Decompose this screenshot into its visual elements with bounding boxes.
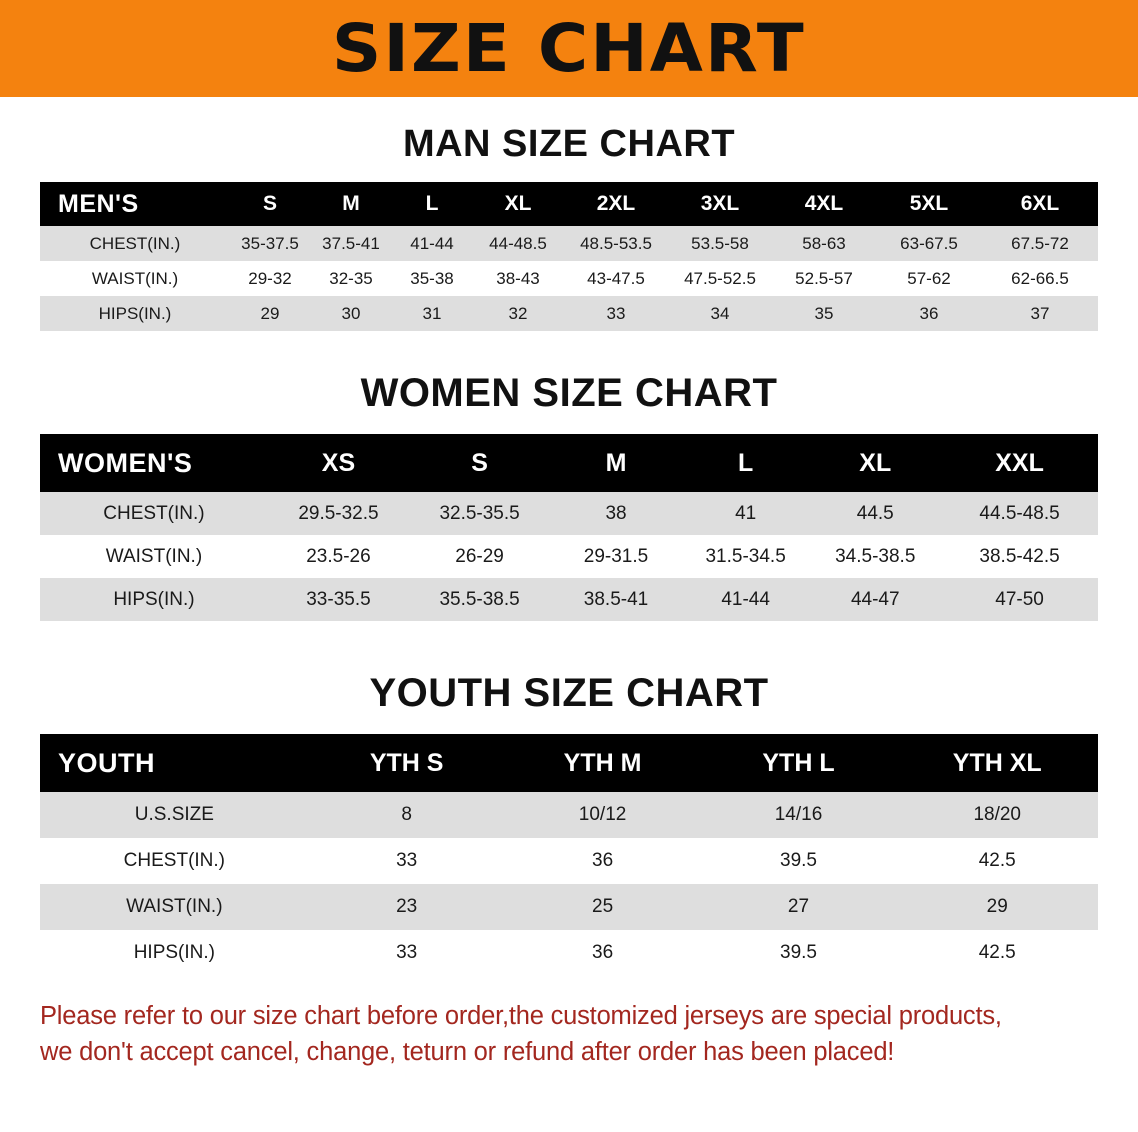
man-r2-c0: 29 bbox=[230, 296, 310, 331]
table-row bbox=[40, 838, 1098, 884]
women-r0-c3: 41 bbox=[682, 492, 810, 535]
youth-r0-c0: 8 bbox=[309, 792, 505, 838]
man-r1-c7: 57-62 bbox=[876, 261, 982, 296]
man-col-7: 5XL bbox=[876, 182, 982, 226]
man-r2-c7: 36 bbox=[876, 296, 982, 331]
table-row bbox=[40, 792, 1098, 838]
man-row-2-label: HIPS(IN.) bbox=[40, 296, 230, 331]
man-row-header-label: MEN'S bbox=[40, 182, 230, 226]
women-col-2: M bbox=[550, 434, 682, 492]
man-col-1: M bbox=[310, 182, 392, 226]
banner-title: SIZE CHART bbox=[332, 9, 806, 87]
man-r2-c6: 35 bbox=[772, 296, 876, 331]
man-header-row bbox=[40, 182, 1098, 226]
man-r1-c5: 47.5-52.5 bbox=[668, 261, 772, 296]
man-col-6: 4XL bbox=[772, 182, 876, 226]
man-r0-c3: 44-48.5 bbox=[472, 226, 564, 261]
man-r0-c2: 41-44 bbox=[392, 226, 472, 261]
youth-r0-c3: 18/20 bbox=[896, 792, 1098, 838]
women-row-1-label: WAIST(IN.) bbox=[40, 535, 268, 578]
women-r2-c3: 41-44 bbox=[682, 578, 810, 621]
man-r0-c7: 63-67.5 bbox=[876, 226, 982, 261]
man-r2-c2: 31 bbox=[392, 296, 472, 331]
table-row bbox=[40, 930, 1098, 976]
women-col-3: L bbox=[682, 434, 810, 492]
table-row bbox=[40, 578, 1098, 621]
women-table-wrapper bbox=[0, 434, 1138, 621]
man-section-title: MAN SIZE CHART bbox=[402, 123, 736, 165]
man-row-0-label: CHEST(IN.) bbox=[40, 226, 230, 261]
footer-note-line-1: Please refer to our size chart before order,the customized jerseys are special products, bbox=[40, 1002, 1002, 1030]
youth-header-row bbox=[40, 734, 1098, 792]
women-r2-c1: 35.5-38.5 bbox=[409, 578, 550, 621]
women-r1-c2: 29-31.5 bbox=[550, 535, 682, 578]
youth-r3-c2: 39.5 bbox=[701, 930, 897, 976]
women-r0-c4: 44.5 bbox=[809, 492, 941, 535]
man-col-2: L bbox=[392, 182, 472, 226]
youth-row-2-label: WAIST(IN.) bbox=[40, 884, 309, 930]
youth-table-wrapper bbox=[0, 734, 1138, 976]
youth-r3-c1: 36 bbox=[505, 930, 701, 976]
youth-r1-c3: 42.5 bbox=[896, 838, 1098, 884]
youth-r0-c2: 14/16 bbox=[701, 792, 897, 838]
footer-note bbox=[40, 998, 1098, 1070]
man-size-table bbox=[40, 182, 1098, 331]
women-col-0: XS bbox=[268, 434, 409, 492]
man-r0-c0: 35-37.5 bbox=[230, 226, 310, 261]
man-table-wrapper bbox=[0, 182, 1138, 331]
table-row bbox=[40, 492, 1098, 535]
youth-r3-c3: 42.5 bbox=[896, 930, 1098, 976]
women-r0-c5: 44.5-48.5 bbox=[941, 492, 1098, 535]
youth-table-head bbox=[40, 734, 1098, 792]
youth-row-3-label: HIPS(IN.) bbox=[40, 930, 309, 976]
women-r1-c3: 31.5-34.5 bbox=[682, 535, 810, 578]
women-table-head bbox=[40, 434, 1098, 492]
youth-col-0: YTH S bbox=[309, 734, 505, 792]
women-col-1: S bbox=[409, 434, 550, 492]
women-header-row bbox=[40, 434, 1098, 492]
youth-size-table bbox=[40, 734, 1098, 976]
women-row-2-label: HIPS(IN.) bbox=[40, 578, 268, 621]
women-col-4: XL bbox=[809, 434, 941, 492]
man-r0-c4: 48.5-53.5 bbox=[564, 226, 668, 261]
man-r2-c8: 37 bbox=[982, 296, 1098, 331]
youth-r2-c0: 23 bbox=[309, 884, 505, 930]
youth-col-2: YTH L bbox=[701, 734, 897, 792]
man-r2-c1: 30 bbox=[310, 296, 392, 331]
man-r1-c8: 62-66.5 bbox=[982, 261, 1098, 296]
women-r0-c2: 38 bbox=[550, 492, 682, 535]
man-r0-c5: 53.5-58 bbox=[668, 226, 772, 261]
youth-section-title: YOUTH SIZE CHART bbox=[369, 671, 769, 715]
youth-col-3: YTH XL bbox=[896, 734, 1098, 792]
man-r2-c5: 34 bbox=[668, 296, 772, 331]
man-r1-c1: 32-35 bbox=[310, 261, 392, 296]
man-r0-c6: 58-63 bbox=[772, 226, 876, 261]
footer-note-line-2: we don't accept cancel, change, teturn or refund after order has been placed! bbox=[40, 1038, 895, 1067]
man-r1-c2: 35-38 bbox=[392, 261, 472, 296]
man-row-1-label: WAIST(IN.) bbox=[40, 261, 230, 296]
youth-r1-c2: 39.5 bbox=[701, 838, 897, 884]
women-r2-c5: 47-50 bbox=[941, 578, 1098, 621]
table-row bbox=[40, 261, 1098, 296]
women-r2-c4: 44-47 bbox=[809, 578, 941, 621]
women-r1-c5: 38.5-42.5 bbox=[941, 535, 1098, 578]
youth-row-0-label: U.S.SIZE bbox=[40, 792, 309, 838]
man-r2-c4: 33 bbox=[564, 296, 668, 331]
women-row-0-label: CHEST(IN.) bbox=[40, 492, 268, 535]
banner bbox=[0, 0, 1138, 97]
women-row-header-label: WOMEN'S bbox=[40, 434, 268, 492]
man-r0-c8: 67.5-72 bbox=[982, 226, 1098, 261]
man-r1-c6: 52.5-57 bbox=[772, 261, 876, 296]
man-r0-c1: 37.5-41 bbox=[310, 226, 392, 261]
youth-r1-c0: 33 bbox=[309, 838, 505, 884]
women-r2-c0: 33-35.5 bbox=[268, 578, 409, 621]
women-r1-c0: 23.5-26 bbox=[268, 535, 409, 578]
man-r1-c3: 38-43 bbox=[472, 261, 564, 296]
women-r2-c2: 38.5-41 bbox=[550, 578, 682, 621]
man-col-4: 2XL bbox=[564, 182, 668, 226]
table-row bbox=[40, 535, 1098, 578]
women-col-5: XXL bbox=[941, 434, 1098, 492]
man-col-8: 6XL bbox=[982, 182, 1098, 226]
women-r1-c1: 26-29 bbox=[409, 535, 550, 578]
youth-table-body bbox=[40, 792, 1098, 976]
man-col-5: 3XL bbox=[668, 182, 772, 226]
women-r0-c1: 32.5-35.5 bbox=[409, 492, 550, 535]
man-table-body bbox=[40, 226, 1098, 331]
man-col-3: XL bbox=[472, 182, 564, 226]
women-table-body bbox=[40, 492, 1098, 621]
youth-r3-c0: 33 bbox=[309, 930, 505, 976]
table-row bbox=[40, 884, 1098, 930]
man-table-head bbox=[40, 182, 1098, 226]
youth-r2-c1: 25 bbox=[505, 884, 701, 930]
youth-col-1: YTH M bbox=[505, 734, 701, 792]
youth-r1-c1: 36 bbox=[505, 838, 701, 884]
women-size-table bbox=[40, 434, 1098, 621]
table-row bbox=[40, 226, 1098, 261]
women-r1-c4: 34.5-38.5 bbox=[809, 535, 941, 578]
youth-r2-c3: 29 bbox=[896, 884, 1098, 930]
man-r1-c0: 29-32 bbox=[230, 261, 310, 296]
women-r0-c0: 29.5-32.5 bbox=[268, 492, 409, 535]
youth-row-1-label: CHEST(IN.) bbox=[40, 838, 309, 884]
man-r1-c4: 43-47.5 bbox=[564, 261, 668, 296]
man-col-0: S bbox=[230, 182, 310, 226]
youth-r2-c2: 27 bbox=[701, 884, 897, 930]
women-section-title: WOMEN SIZE CHART bbox=[360, 371, 778, 415]
youth-r0-c1: 10/12 bbox=[505, 792, 701, 838]
table-row bbox=[40, 296, 1098, 331]
youth-row-header-label: YOUTH bbox=[40, 734, 309, 792]
man-r2-c3: 32 bbox=[472, 296, 564, 331]
